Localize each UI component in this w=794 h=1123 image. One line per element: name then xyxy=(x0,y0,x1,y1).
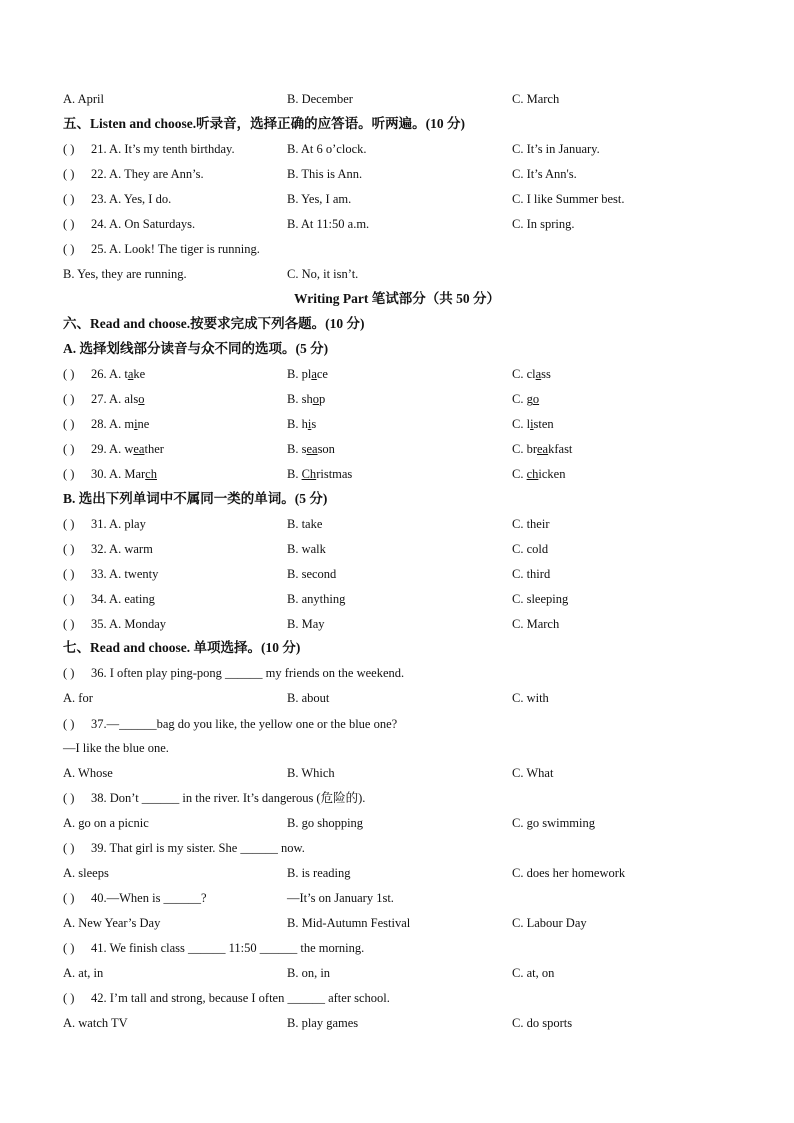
answer-blank[interactable]: ( ) xyxy=(63,367,75,381)
question-29: ( ) 29. A. weather B. season C. breakfast xyxy=(63,439,764,459)
option-c: C. at, on xyxy=(512,966,555,980)
question-28: ( ) 28. A. mine B. his C. listen xyxy=(63,414,764,434)
option-c: C. In spring. xyxy=(512,217,575,231)
option-b: B. At 6 o’clock. xyxy=(287,142,367,156)
option-c: C. cold xyxy=(512,542,549,556)
section-7-heading: 七、Read and choose. 单项选择。(10 分) xyxy=(63,640,301,655)
option-c: C. I like Summer best. xyxy=(512,192,625,206)
question-40-reply: —It’s on January 1st. xyxy=(287,891,394,905)
question-31 xyxy=(63,514,764,534)
underlined-part: o xyxy=(138,392,145,406)
option-b: B. At 11:50 a.m. xyxy=(287,217,370,231)
question-text: 24. A. On Saturdays. xyxy=(91,217,196,231)
option-c: C. go xyxy=(512,392,540,406)
question-stem: 36. I often play ping-pong ______ my friends on the weekend. xyxy=(91,666,405,680)
question-34 xyxy=(63,589,764,609)
underlined-part: i xyxy=(134,417,138,431)
option-b: B. his xyxy=(287,417,317,431)
question-text: 33. A. twenty xyxy=(91,567,159,581)
option-c: C. do sports xyxy=(512,1016,573,1030)
section-6b-heading: B. 选出下列单词中不属同一类的单词。(5 分) xyxy=(63,491,328,506)
question-stem: 39. That girl is my sister. She ______ now. xyxy=(91,841,305,855)
question-23 xyxy=(63,189,764,209)
writing-part-title: Writing Part 笔试部分（共 50 分） xyxy=(294,291,500,306)
question-41-options xyxy=(63,963,764,983)
options-row xyxy=(63,89,764,109)
option-a: A. April xyxy=(63,92,104,106)
question-21 xyxy=(63,139,764,159)
answer-blank[interactable]: ( ) xyxy=(63,717,75,731)
option-b: B. second xyxy=(287,567,337,581)
option-c: C. third xyxy=(512,567,551,581)
answer-blank[interactable]: ( ) xyxy=(63,542,75,556)
option-c: C. It’s Ann's. xyxy=(512,167,577,181)
option-b: B. Yes, I am. xyxy=(287,192,352,206)
option-c: C. chicken xyxy=(512,467,566,481)
option-c: C. What xyxy=(512,766,554,780)
question-25-options xyxy=(63,264,764,284)
question-40 xyxy=(63,888,764,908)
answer-blank[interactable]: ( ) xyxy=(63,142,75,156)
option-b: B. go shopping xyxy=(287,816,364,830)
answer-blank[interactable]: ( ) xyxy=(63,592,75,606)
question-stem: 40.—When is ______? xyxy=(91,891,207,905)
option-c: C. March xyxy=(512,617,560,631)
question-42-options xyxy=(63,1013,764,1033)
option-c: C. go swimming xyxy=(512,816,595,830)
question-39-options xyxy=(63,863,764,883)
option-b: B. Mid-Autumn Festival xyxy=(287,916,411,930)
option-b: B. December xyxy=(287,92,353,106)
option-c: C. No, it isn’t. xyxy=(287,267,359,281)
option-a: A. for xyxy=(63,691,93,705)
question-37-reply: —I like the blue one. xyxy=(63,741,169,755)
answer-blank[interactable]: ( ) xyxy=(63,941,75,955)
underlined-part: a xyxy=(127,367,134,381)
question-27: ( ) 27. A. also B. shop C. go xyxy=(63,389,764,409)
option-a: A. New Year’s Day xyxy=(63,916,161,930)
answer-blank[interactable]: ( ) xyxy=(63,891,75,905)
question-26: ( ) 26. A. take B. place C. class xyxy=(63,364,764,384)
option-a: A. watch TV xyxy=(63,1016,128,1030)
option-b: B. is reading xyxy=(287,866,351,880)
answer-blank[interactable]: ( ) xyxy=(63,617,75,631)
option-b: B. Yes, they are running. xyxy=(63,267,187,281)
option-b: B. season xyxy=(287,442,335,456)
option-b: B. place xyxy=(287,367,328,381)
option-a: A. go on a picnic xyxy=(63,816,149,830)
option-c: C. class xyxy=(512,367,551,381)
section-5-heading: 五、Listen and choose.听录音，选择正确的应答语。听两遍。(10 分) xyxy=(63,116,466,131)
question-41 xyxy=(63,938,764,958)
section-6-heading: 六、Read and choose.按要求完成下列各题。(10 分) xyxy=(63,316,365,331)
answer-blank[interactable]: ( ) xyxy=(63,841,75,855)
answer-blank[interactable]: ( ) xyxy=(63,217,75,231)
question-37 xyxy=(63,714,764,734)
option-b: B. Christmas xyxy=(287,467,353,481)
question-text: 34. A. eating xyxy=(91,592,155,606)
question-25 xyxy=(63,239,764,259)
option-c: C. does her homework xyxy=(512,866,626,880)
section-6a-heading: A. 选择划线部分读音与众不同的选项。(5 分) xyxy=(63,341,329,356)
option-a: A. sleeps xyxy=(63,866,109,880)
option-c: C. their xyxy=(512,517,550,531)
question-30: ( ) 30. A. March B. Christmas C. chicken xyxy=(63,464,764,484)
option-c: C. It’s in January. xyxy=(512,142,600,156)
question-stem: 42. I’m tall and strong, because I often ______ after school. xyxy=(91,991,390,1005)
option-b: B. This is Ann. xyxy=(287,167,363,181)
option-b: B. walk xyxy=(287,542,326,556)
answer-blank[interactable]: ( ) xyxy=(63,442,75,456)
question-text: 32. A. warm xyxy=(91,542,153,556)
option-b: B. shop xyxy=(287,392,326,406)
question-32 xyxy=(63,539,764,559)
question-text: 31. A. play xyxy=(91,517,146,531)
answer-blank[interactable]: ( ) xyxy=(63,192,75,206)
option-c: C. sleeping xyxy=(512,592,569,606)
answer-blank[interactable]: ( ) xyxy=(63,392,75,406)
question-38 xyxy=(63,788,764,808)
option-b: B. play games xyxy=(287,1016,359,1030)
question-36 xyxy=(63,663,764,683)
answer-blank[interactable]: ( ) xyxy=(63,242,75,256)
question-text: 35. A. Monday xyxy=(91,617,166,631)
option-b: B. about xyxy=(287,691,330,705)
question-text: 25. A. Look! The tiger is running. xyxy=(91,242,260,256)
answer-blank[interactable]: ( ) xyxy=(63,167,75,181)
option-c: C. with xyxy=(512,691,549,705)
option-a: A. Whose xyxy=(63,766,113,780)
question-text: 22. A. They are Ann’s. xyxy=(91,167,204,181)
question-stem: 41. We finish class ______ 11:50 ______ the morning. xyxy=(91,941,365,955)
option-c: C. breakfast xyxy=(512,442,573,456)
question-39 xyxy=(63,838,764,858)
option-c: C. March xyxy=(512,92,560,106)
question-stem: 38. Don’t ______ in the river. It’s dangerous (危险的). xyxy=(91,791,366,805)
question-24 xyxy=(63,214,764,234)
option-c: C. Labour Day xyxy=(512,916,587,930)
option-c: C. listen xyxy=(512,417,554,431)
option-b: B. May xyxy=(287,617,325,631)
answer-blank[interactable]: ( ) xyxy=(63,791,75,805)
question-38-options xyxy=(63,813,764,833)
answer-blank[interactable]: ( ) xyxy=(63,517,75,531)
underlined-part: ea xyxy=(133,442,145,456)
option-b: B. on, in xyxy=(287,966,331,980)
question-36-options xyxy=(63,688,764,708)
option-b: B. anything xyxy=(287,592,346,606)
question-37-options xyxy=(63,763,764,783)
question-35 xyxy=(63,614,764,634)
option-b: B. Which xyxy=(287,766,335,780)
question-stem: 37.—______bag do you like, the yellow one or the blue one? xyxy=(91,717,398,731)
option-a: A. at, in xyxy=(63,966,104,980)
answer-blank[interactable]: ( ) xyxy=(63,467,75,481)
answer-blank[interactable]: ( ) xyxy=(63,417,75,431)
question-22 xyxy=(63,164,764,184)
question-40-options xyxy=(63,913,764,933)
answer-blank[interactable]: ( ) xyxy=(63,567,75,581)
answer-blank[interactable]: ( ) xyxy=(63,991,75,1005)
question-33 xyxy=(63,564,764,584)
question-text: 23. A. Yes, I do. xyxy=(91,192,172,206)
underlined-part: ch xyxy=(145,467,157,481)
question-text: 21. A. It’s my tenth birthday. xyxy=(91,142,235,156)
answer-blank[interactable]: ( ) xyxy=(63,666,75,680)
question-42 xyxy=(63,988,764,1008)
option-b: B. take xyxy=(287,517,323,531)
